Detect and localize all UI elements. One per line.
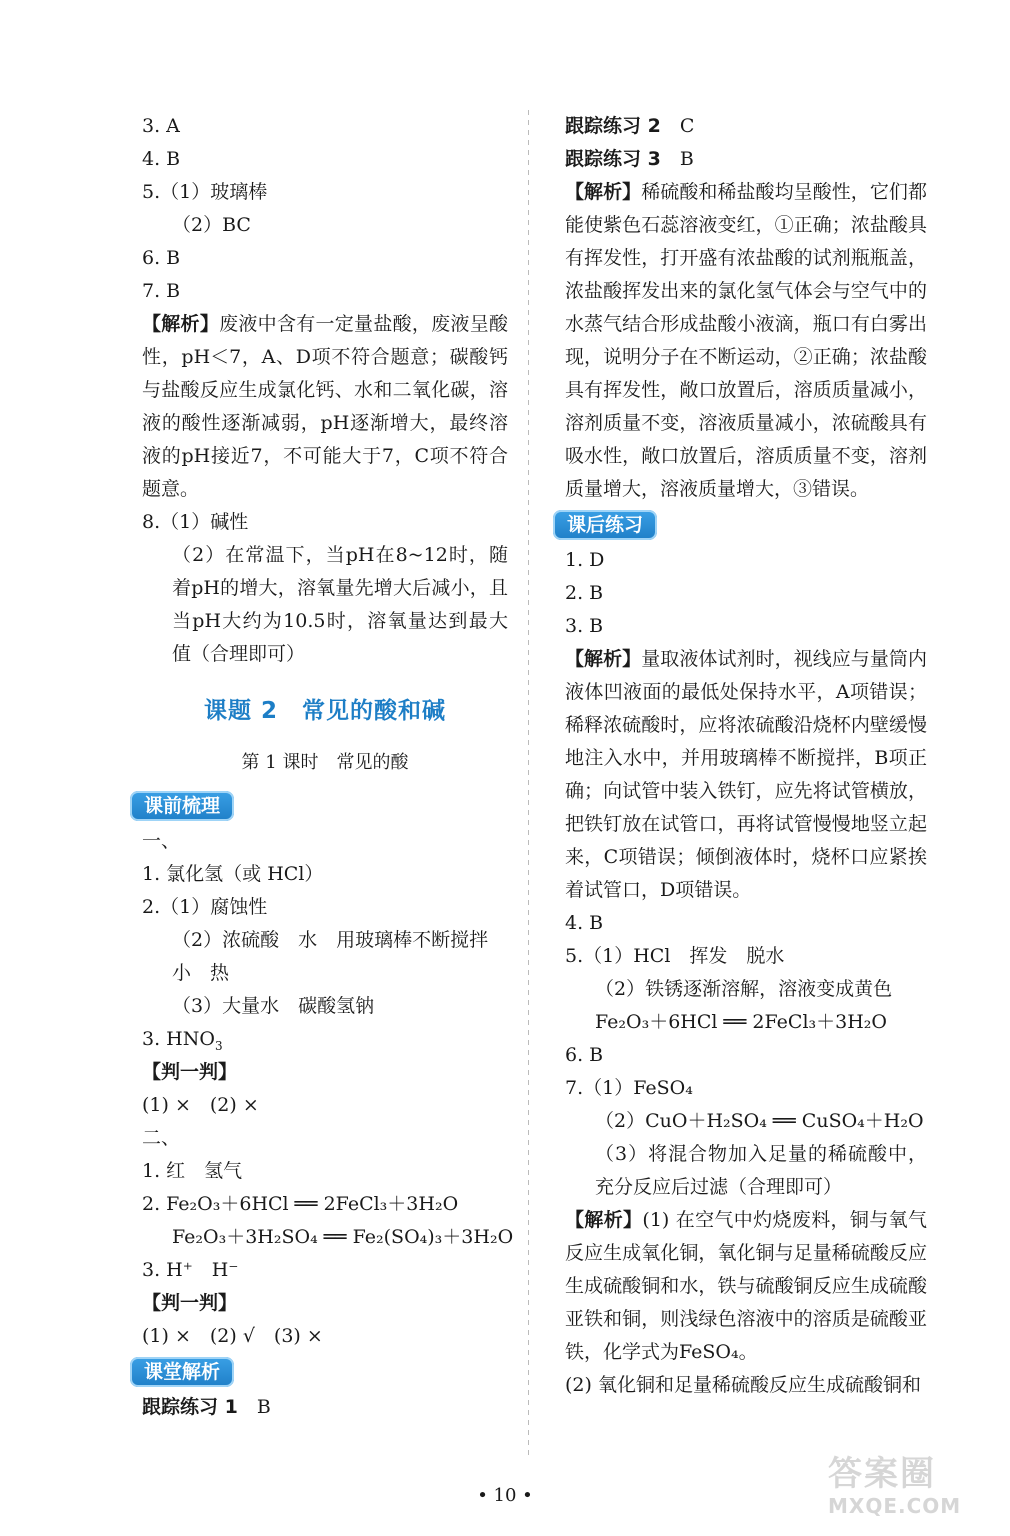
section-badge-after-class: 课后练习 [553,510,657,540]
right-column [565,110,927,1402]
analysis-2: 【解析】稀硫酸和稀盐酸均呈酸性，它们都能使紫色石蕊溶液变红，①正确；浓盐酸具有挥发性，打开盛有浓盐酸的试剂瓶瓶盖，浓盐酸挥发出来的氯化氢气体会与空气中的水蒸气结合形成盐酸小液滴，瓶口有白雾出现，说明分子在不断运动，②正确；浓盐酸具有挥发性，敞口放置后，溶质质量减小，溶剂质量不变，溶液质量减小，浓硫酸具有吸水性，敞口放置后，溶质质量不变，溶剂质量增大，溶液质量增大，③错误。 [565,181,927,500]
part-two-item-1: 1. 红 氢气 [142,1160,243,1182]
after-item-7-3: （3）将混合物加入足量的稀硫酸中，充分反应后过滤（合理即可） [595,1143,927,1198]
analysis-3: 【解析】量取液体试剂时，视线应与量筒内液体凹液面的最低处保持水平，A项错误；稀释浓硫酸时，应将浓硫酸沿烧杯内壁缓慢地注入水中，并用玻璃棒不断搅拌，B项正确；向试管中装入铁钉，应先将试管横放，把铁钉放在试管口，再将试管慢慢地竖立起来，C项错误；倾倒液体时，烧杯口应紧挨着试管口，D项错误。 [565,648,927,901]
section-badge-pre-class: 课前梳理 [130,791,234,821]
after-item-7-1: 7.（1）FeSO₄ [565,1077,693,1099]
judge-answers-2: (1) × (2) √ (3) × [142,1325,323,1347]
track-exercise-1: 跟踪练习 1 B [142,1396,271,1418]
after-item-3: 3. B [565,615,604,637]
after-item-7-2: （2）CuO＋H₂SO₄ ══ CuSO₄＋H₂O [595,1110,924,1132]
pre-item-2: 2.（1）腐蚀性 [142,896,268,918]
lesson-subheading: 第 1 课时 常见的酸 [241,752,409,773]
pre-item-3: 3. $HNO_3$ [142,1028,223,1053]
part-two-item-2-eq2: Fe₂O₃＋3H₂SO₄ ══ Fe₂(SO₄)₃＋3H₂O [172,1226,514,1248]
track-exercise-3: 跟踪练习 3 B [565,148,694,170]
judge-label-2: 【判一判】 [142,1292,238,1314]
after-item-1: 1. D [565,549,605,571]
watermark-logo [828,1454,998,1524]
part-two-item-2: 2. Fe₂O₃＋6HCl ══ 2FeCl₃＋3H₂O [142,1193,459,1215]
section-badge-in-class: 课堂解析 [130,1357,234,1387]
judge-label-1: 【判一判】 [142,1061,238,1083]
pre-item-2-2-cont: 小 热 [172,962,230,984]
left-column [142,110,514,1424]
judge-answers-1: (1) × (2) × [142,1094,259,1116]
after-item-5-1: 5.（1）HCl 挥发 脱水 [565,945,785,967]
part-two-item-3: 3. H⁺ H⁻ [142,1259,239,1281]
lesson-heading: 课题 2 常见的酸和碱 [203,698,446,724]
analysis-4-continued: (2) 氧化铜和足量稀硫酸反应生成硫酸铜和 [565,1374,921,1396]
answer-8-1: 8.（1）碱性 [142,511,249,533]
part-two-label: 二、 [142,1127,181,1149]
watermark-text-bottom: MXQE.COM [828,1494,962,1518]
analysis-4: 【解析】(1) 在空气中灼烧废料，铜与氧气反应生成氧化铜，氧化铜与足量稀硫酸反应生成硫酸铜和水，铁与硫酸铜反应生成硫酸亚铁和铜，则浅绿色溶液中的溶质是硫酸亚铁，化学式为FeSO₄。 [565,1209,927,1363]
answer-line: 3. A [142,115,180,137]
answer-line: （2）BC [172,214,251,236]
answer-8-2: （2）在常温下，当pH在8~12时，随着pH的增大，溶氧量先增大后减小，且当pH大约为10.5时，溶氧量达到最大值（合理即可） [172,544,508,665]
pre-item-2-2: （2）浓硫酸 水 用玻璃棒不断搅拌 [172,929,489,951]
after-item-5-2: （2）铁锈逐渐溶解，溶液变成黄色 [595,978,893,1000]
answer-line: 6. B [142,247,181,269]
analysis-1: 【解析】废液中含有一定量盐酸，废液呈酸性，pH＜7，A、D项不符合题意；碳酸钙与盐酸反应生成氯化钙、水和二氧化碳，溶液的酸性逐渐减弱，pH逐渐增大，最终溶液的pH接近7，不可能大于7，C项不符合题意。 [142,313,508,500]
after-item-5-2-eq: Fe₂O₃＋6HCl ══ 2FeCl₃＋3H₂O [595,1011,887,1033]
part-one-label: 一、 [142,830,181,852]
after-item-2: 2. B [565,582,604,604]
after-item-6: 6. B [565,1044,604,1066]
answer-line: 5.（1）玻璃棒 [142,181,268,203]
answer-line: 7. B [142,280,181,302]
answer-line: 4. B [142,148,181,170]
answers-block-1 [142,110,508,308]
pre-item-2-3: （3）大量水 碳酸氢钠 [172,995,375,1017]
pre-item-1: 1. 氯化氢（或 HCl） [142,863,324,885]
track-exercise-2: 跟踪练习 2 C [565,115,695,137]
after-item-4: 4. B [565,912,604,934]
watermark-text-top: 答案圈 [828,1454,936,1494]
page-number: • 10 • [477,1485,533,1506]
column-divider [528,110,529,1455]
